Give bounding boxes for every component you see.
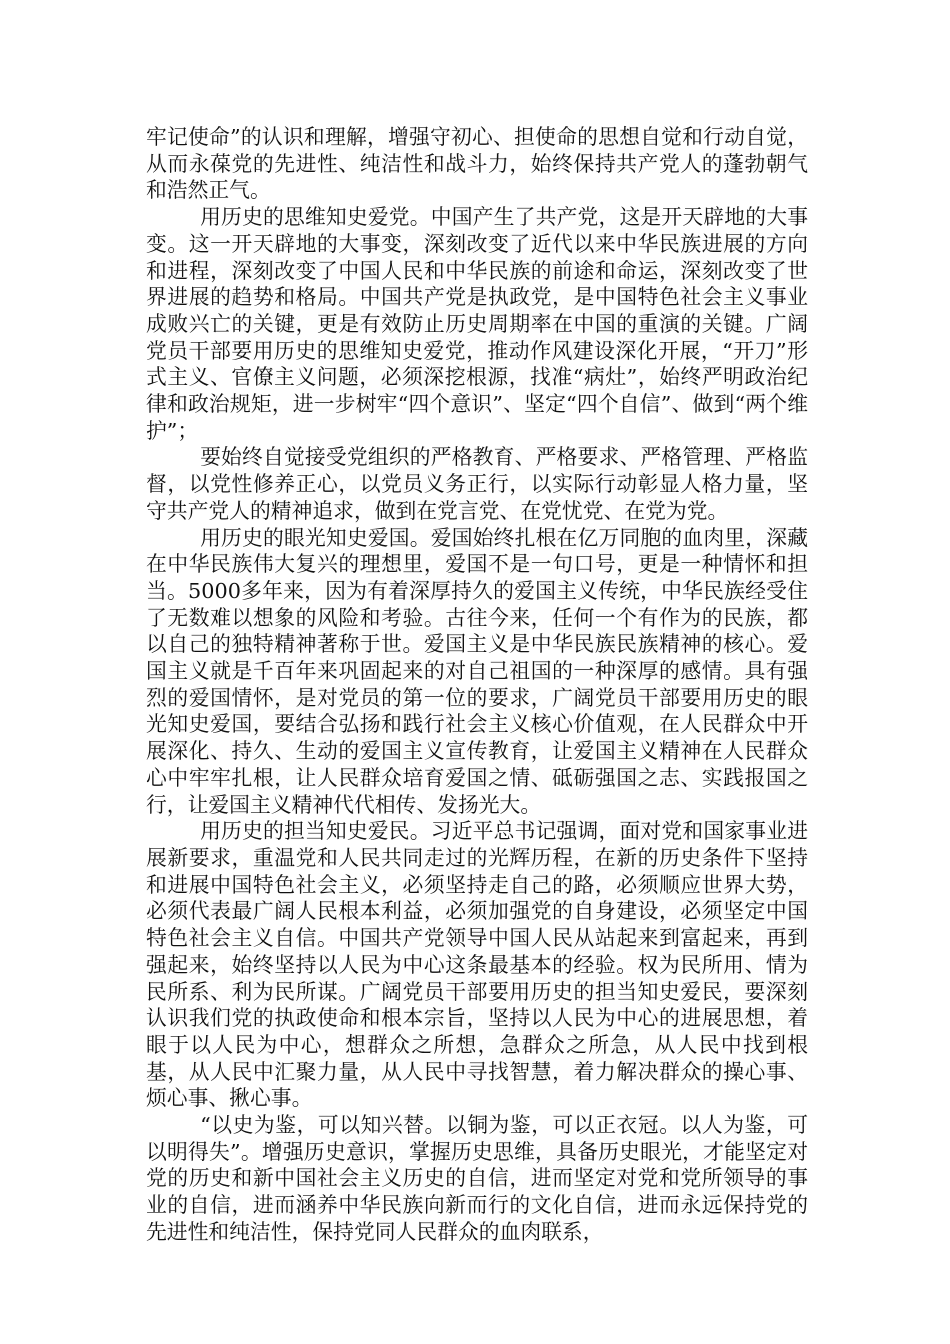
paragraph-love-people: 用历史的担当知史爱民。习近平总书记强调，面对党和国家事业进展新要求，重温党和人民共同走过的光辉历程，在新的历史条件下坚持和进展中国特色社会主义，必须坚持走自己的路，必须顺应世界大势，必须代表最广阔人民根本利益，必须加强党的自身建设，必须坚定中国特色社会主义自信。中国共产党领导中国人民从站起来到富起来，再到强起来，始终坚持以人民为中心这条最基本的经验。权为民所用、情为民所系、利为民所谋。广阔党员干部要用历史的担当知史爱民，要深刻认识我们党的执政使命和根本宗旨，坚持以人民为中心的进展思想，着眼于以人民为中心，想群众之所想，急群众之所急，从人民中找到根基，从人民中汇聚力量，从人民中寻找智慧，着力解决群众的操心事、烦心事、揪心事。 xyxy=(146,819,808,1111)
paragraph-continued: 牢记使命”的认识和理解，增强守初心、担使命的思想自觉和行动自觉，从而永葆党的先进性、纯洁性和战斗力，始终保持共产党人的蓬勃朝气和浩然正气。 xyxy=(146,125,808,203)
paragraph-party-discipline: 要始终自觉接受党组织的严格教育、严格要求、严格管理、严格监督，以党性修养正心，以党员义务正行，以实际行动彰显人格力量，坚守共产党人的精神追求，做到在党言党、在党忧党、在党为党。 xyxy=(146,445,808,523)
paragraph-love-country: 用历史的眼光知史爱国。爱国始终扎根在亿万同胞的血肉里，深藏在中华民族伟大复兴的理想里，爱国不是一句口号，更是一种情怀和担当。5000多年来，因为有着深厚持久的爱国主义传统，中华民族经受住了无数难以想象的风险和考验。古往今来，任何一个有作为的民族，都以自己的独特精神著称于世。爱国主义是中华民族民族精神的核心。爱国主义就是千百年来巩固起来的对自己祖国的一种深厚的感情。具有强烈的爱国情怀，是对党员的第一位的要求，广阔党员干部要用历史的眼光知史爱国，要结合弘扬和践行社会主义核心价值观，在人民群众中开展深化、持久、生动的爱国主义宣传教育，让爱国主义精神在人民群众心中牢牢扎根，让人民群众培育爱国之情、砥砺强国之志、实践报国之行，让爱国主义精神代代相传、发扬光大。 xyxy=(146,525,808,817)
document-body xyxy=(146,124,808,1246)
paragraph-history-mirror: “以史为鉴，可以知兴替。以铜为鉴，可以正衣冠。以人为鉴，可以明得失”。增强历史意识，掌握历史思维，具备历史眼光，才能坚定对党的历史和新中国社会主义历史的自信，进而坚定对党和党所领导的事业的自信，进而涵养中华民族向新而行的文化自信，进而永远保持党的先进性和纯洁性，保持党同人民群众的血肉联系， xyxy=(146,1113,808,1244)
paragraph-love-party: 用历史的思维知史爱党。中国产生了共产党，这是开天辟地的大事变。这一开天辟地的大事变，深刻改变了近代以来中华民族进展的方向和进程，深刻改变了中国人民和中华民族的前途和命运，深刻改变了世界进展的趋势和格局。中国共产党是执政党，是中国特色社会主义事业成败兴亡的关键，更是有效防止历史周期率在中国的重演的关键。广阔党员干部要用历史的思维知史爱党，推动作风建设深化开展，“开刀”形式主义、官僚主义问题，必须深挖根源，找准“病灶”，始终严明政治纪律和政治规矩，进一步树牢“四个意识”、坚定“四个自信”、做到“两个维护”； xyxy=(146,205,808,443)
